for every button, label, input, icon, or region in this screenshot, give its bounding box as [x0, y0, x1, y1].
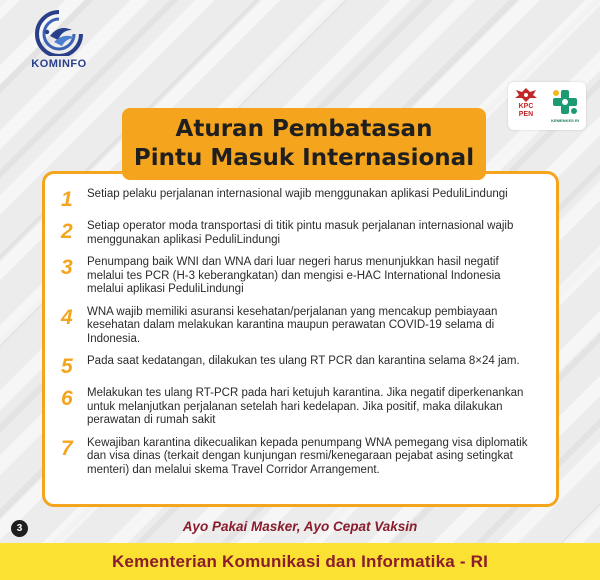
rule-number: 1: [61, 188, 73, 211]
rule-number: 2: [61, 220, 73, 243]
rule-text: Pada saat kedatangan, dilakukan tes ulang RT PCR dan karantina selama 8×24 jam.: [87, 355, 520, 367]
garuda-icon: [513, 86, 539, 104]
rule-text: Melakukan tes ulang RT-PCR pada hari ketujuh karantina. Jika negatif diperkenankan untuk melanjutkan perjalanan setelah hari kedelapan. Jika positif, maka dilakukan perawatan di rumah sakit: [87, 387, 524, 426]
rule-number: 5: [61, 355, 73, 378]
title-box: [122, 108, 486, 180]
rule-number: 3: [61, 256, 73, 279]
rule-item: [61, 387, 538, 428]
rule-text: Setiap operator moda transportasi di titik pintu masuk perjalanan internasional wajib menggunakan aplikasi PeduliLindungi: [87, 220, 514, 246]
rule-item: [61, 306, 538, 347]
kominfo-emblem-icon: [28, 8, 90, 56]
kemenkes-logo: [549, 86, 581, 126]
kemenkes-emblem-icon: [549, 86, 581, 118]
kemenkes-text: KEMENKES RI: [551, 118, 579, 123]
rule-text: Setiap pelaku perjalanan internasional wajib menggunakan aplikasi PeduliLindungi: [87, 188, 508, 200]
kominfo-logo-text: KOMINFO: [31, 58, 87, 70]
rule-text: Kewajiban karantina dikecualikan kepada penumpang WNA pemegang visa diplomatik dan visa dinas (terkait dengan kunjungan resmi/kenegaraan pejabat asing setingkat menteri) dan melalui skema Travel Corridor Arrangement.: [87, 436, 528, 476]
rule-number: 7: [61, 436, 73, 460]
slogan: Ayo Pakai Masker, Ayo Cepat Vaksin: [182, 519, 418, 534]
page-number-badge: 3: [11, 520, 28, 537]
rule-item: [61, 437, 538, 478]
footer-bar: [0, 543, 600, 580]
rule-number: 4: [61, 305, 73, 329]
rules-card: [42, 171, 559, 507]
kpc-text-line2: PEN: [518, 111, 534, 118]
title-line-2: Pintu Masuk Internasional: [133, 145, 475, 171]
rule-text: Penumpang baik WNI dan WNA dari luar negeri harus menunjukkan hasil negatif melalui tes PCR (H-3 keberangkatan) dan mengisi e-HAC International Indonesia melalui aplikasi PeduliLindungi: [87, 256, 501, 295]
rule-item: [61, 355, 538, 378]
rule-item: [61, 256, 538, 297]
kominfo-logo: [14, 8, 104, 78]
rule-text: WNA wajib memiliki asuransi kesehatan/perjalanan yang mencakup pembiayaan kesehatan dalam melakukan karantina maupun perawatan COVID-19 selama di Indonesia.: [87, 305, 498, 345]
title-line-1: Aturan Pembatasan: [175, 116, 433, 142]
kpc-pen-logo: [513, 86, 539, 126]
partner-logos: [508, 82, 586, 130]
footer-text: Kementerian Komunikasi dan Informatika - RI: [111, 551, 489, 571]
rule-item: [61, 188, 538, 211]
rule-number: 6: [61, 387, 73, 410]
kpc-text-line1: KPC: [518, 103, 534, 110]
rule-item: [61, 220, 538, 247]
